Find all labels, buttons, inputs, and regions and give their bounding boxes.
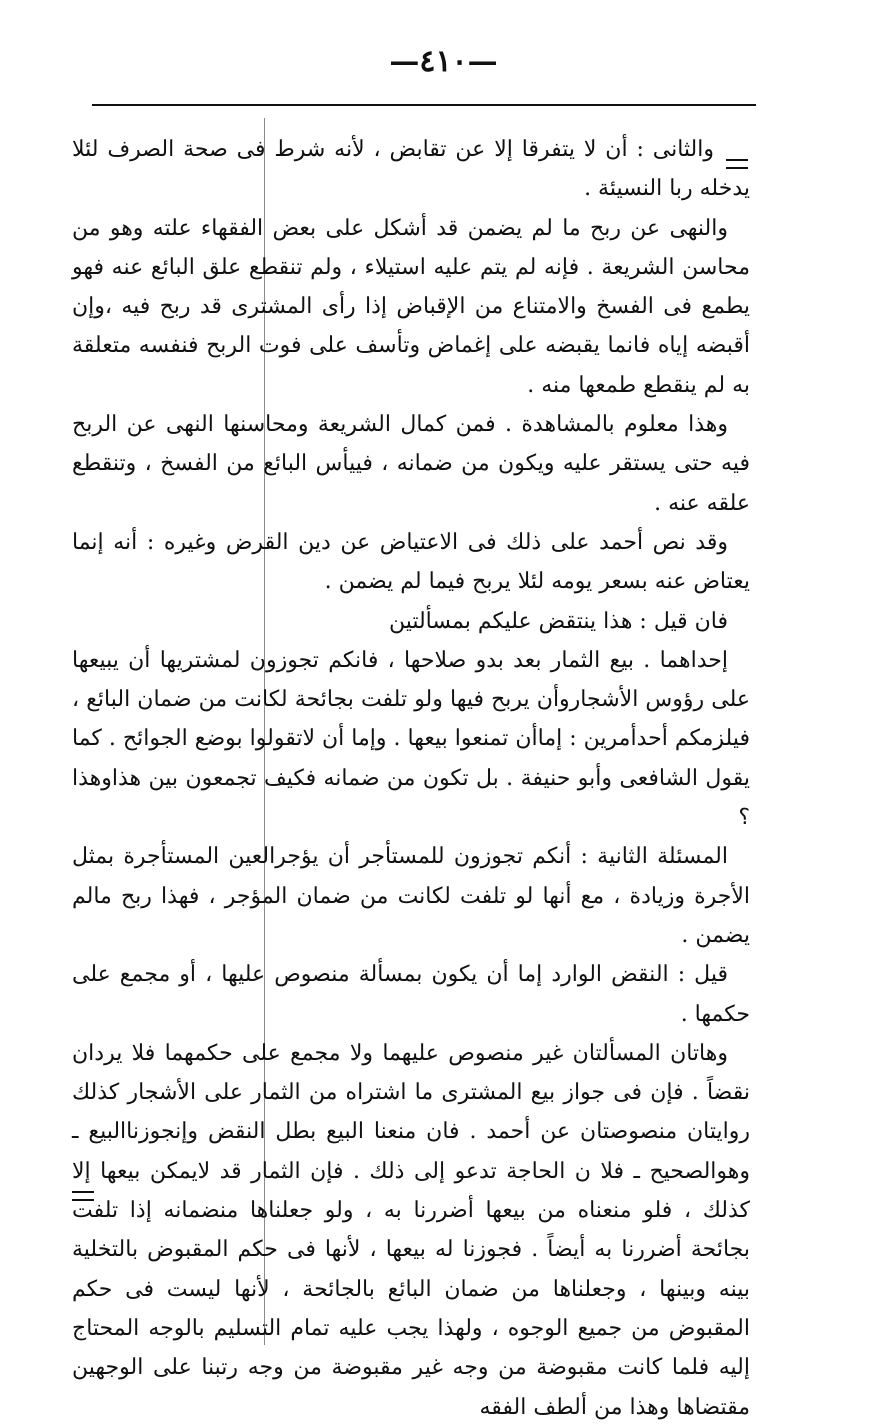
paragraph: قيل : النقض الوارد إما أن يكون بمسألة منصوص عليها ، أو مجمع على حكمها . <box>72 962 750 1027</box>
paragraph: وهاتان المسألتان غير منصوص عليهما ولا مجمع على حكمهما فلا يردان نقضاً . فإن فى جواز بيع المشترى ما اشتراه من الثمار على الأشجار كذلك روايتان منصوصتان عن أحمد . فان منعنا البيع بطل النقض وإنجوزناالبيع ـ وهوالصحيح ـ فلا ن الحاجة تدعو إلى ذلك . فإن الثمار قد لايمكن بيعها إلا كذلك ، فلو منعناه من بيعها أضررنا به ، ولو جعلناها منضمانه إذا تلفت بجائحة أضررنا به أيضاً . فجوزنا له بيعها ، لأنها فى حكم المقبوض بالتخلية بينه وبينها ، وجعلناها من ضمان البائع بالجائحة ، لأنها ليست فى حكم المقبوض من جميع الوجوه ، ولهذا يجب عليه تمام التسليم بالوجه المحتاج إليه فلما كانت مقبوضة من وجه غير مقبوضة من وجه رتبنا على الوجهين مقتضاها وهذا من ألطف الفقه <box>72 1040 750 1420</box>
paragraph: والثانى : أن لا يتفرقا إلا عن تقابض ، لأنه شرط فى صحة الصرف لئلا يدخله ربا النسيئة . <box>72 137 750 202</box>
paragraph: والنهى عن ربح ما لم يضمن قد أشكل على بعض الفقهاء علته وهو من محاسن الشريعة . فإنه لم يتم عليه استيلاء ، ولم تنقطع علق البائع عنه فهو يطمع فى الفسخ والامتناع من الإقباض إذا رأى المشترى قد ربح فيه ،وإن أقبضه إياه فانما يقبضه على إغماض وتأسف على فوت الربح فنفسه متعلقة به لم ينقطع طمعها منه . <box>72 215 750 398</box>
page-number: —٤١٠— <box>389 44 498 79</box>
continuation-mark-icon <box>72 1191 94 1201</box>
paragraph: المسئلة الثانية : أنكم تجوزون للمستأجر أن يؤجرالعين المستأجرة بمثل الأجرة وزيادة ، مع أنها لو تلفت لكانت من ضمان المؤجر ، فهذا ربح مالم يضمن . <box>72 844 750 948</box>
paragraph: فان قيل : هذا ينتقض عليكم بمسألتين <box>388 608 728 634</box>
paragraph: وهذا معلوم بالمشاهدة . فمن كمال الشريعة ومحاسنها النهى عن الربح فيه حتى يستقر عليه ويكون من ضمانه ، فييأس البائع من الفسخ ، وتنقطع علقه عنه . <box>72 412 750 516</box>
paragraph: وقد نص أحمد على ذلك فى الاعتياض عن دين القرض وغيره : أنه إنما يعتاض عنه بسعر يومه لئلا يربح فيما لم يضمن . <box>72 529 750 595</box>
body-text <box>72 130 750 1427</box>
header-rule <box>92 104 756 106</box>
paragraph: إحداهما . بيع الثمار بعد بدو صلاحها ، فانكم تجوزون لمشتريها أن يبيعها على رؤوس الأشجاروأن يربح فيها ولو تلفت بجائحة لكانت من ضمان البائع ، فيلزمكم أحدأمرين : إماأن تمنعوا بيعها . وإما أن لاتقولوا بوضع الجوائح . كما يقول الشافعى وأبو حنيفة . بل تكون من ضمانه فكيف تجمعون بين هذاوهذا ؟ <box>72 647 750 831</box>
